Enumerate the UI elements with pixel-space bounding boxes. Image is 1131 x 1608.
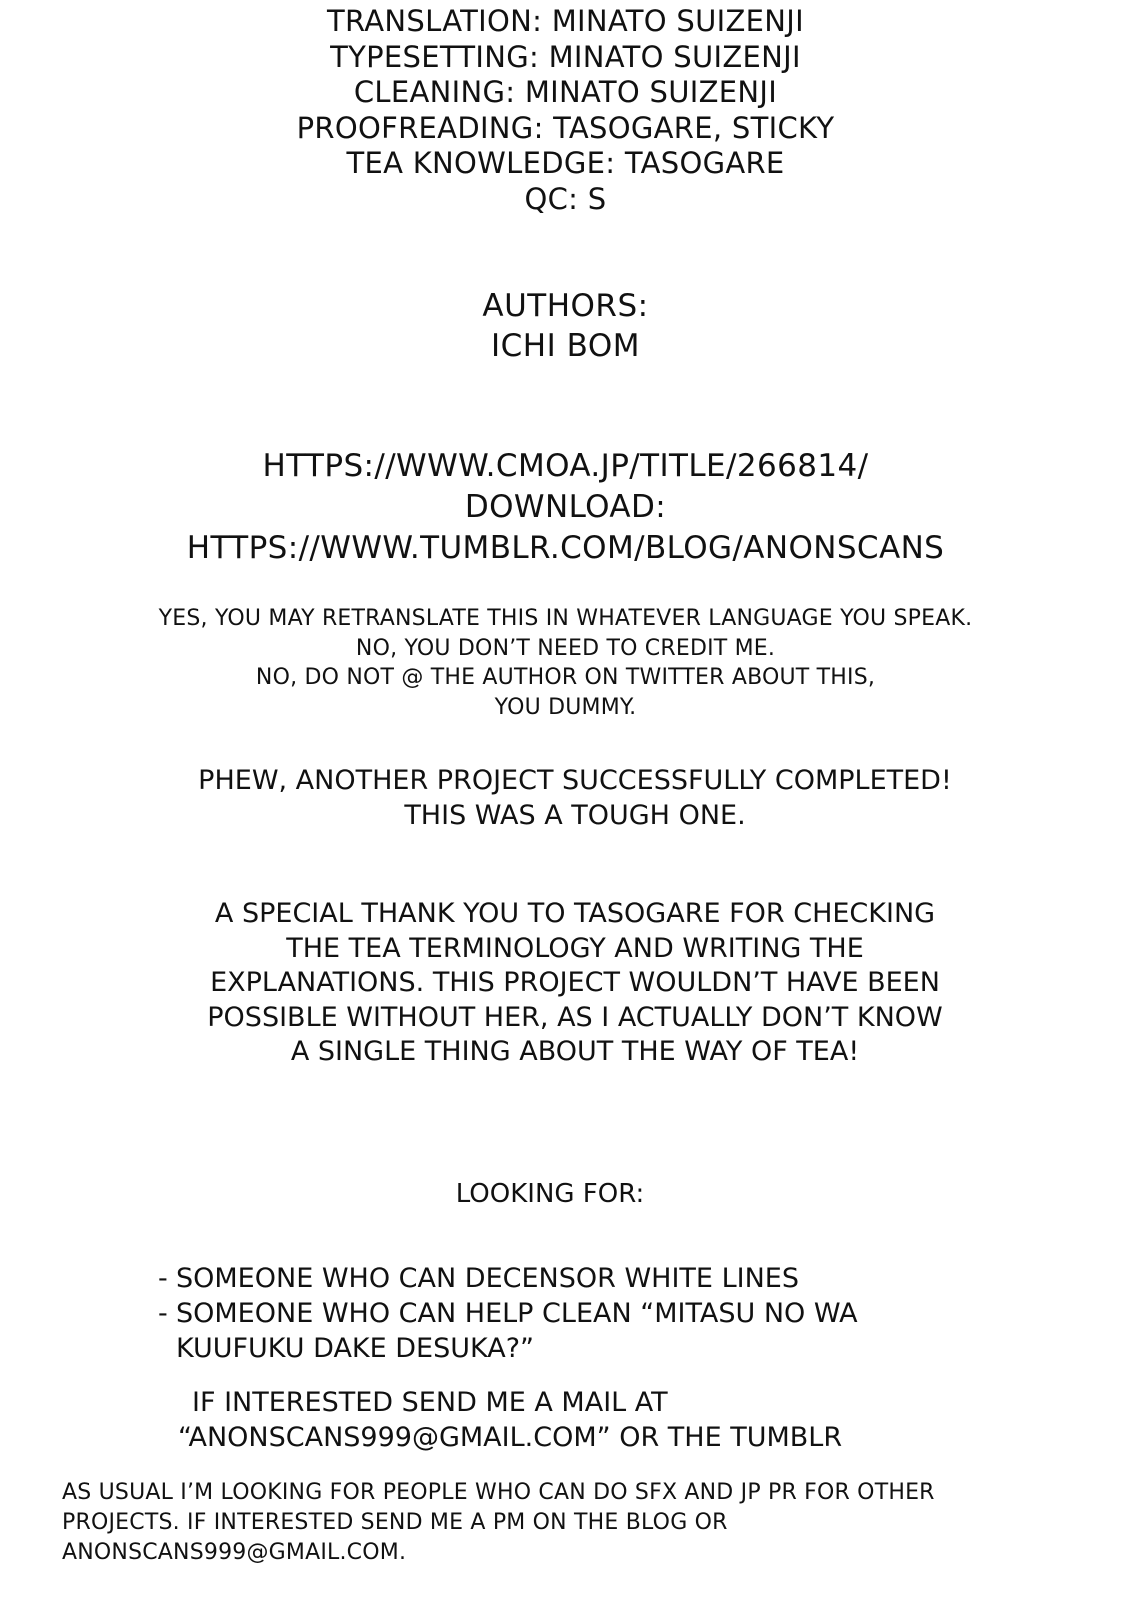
note-line: NO, DO NOT @ THE AUTHOR ON TWITTER ABOUT THIS, [255,665,876,690]
contact-line: IF INTERESTED SEND ME A MAIL AT [192,1387,668,1418]
contact-info [178,1385,1078,1455]
bullet-dash: - [158,1263,168,1294]
note-line: YES, YOU MAY RETRANSLATE THIS IN WHATEVER LANGUAGE YOU SPEAK. [158,606,973,631]
list-item [158,1261,1058,1296]
download-url: HTTPS://WWW.TUMBLR.COM/BLOG/ANONSCANS [186,530,945,566]
credit-qc: QC: S [524,181,607,216]
credit-cleaning: CLEANING: MINATO SUIZENJI [353,75,778,109]
credit-translation: TRANSLATION: MINATO SUIZENJI [326,4,804,38]
list-item-text: SOMEONE WHO CAN DECENSOR WHITE LINES [176,1263,799,1294]
thanks-message [0,897,1131,1070]
completion-message [0,763,1131,833]
list-item-text-continued: KUUFUKU DAKE DESUKA?” [176,1333,535,1364]
thanks-line: A SINGLE THING ABOUT THE WAY OF TEA! [290,1036,860,1067]
source-url: HTTPS://WWW.CMOA.JP/TITLE/266814/ [262,448,869,484]
looking-for-heading [0,1177,1100,1211]
credits-block [0,4,1131,217]
download-label: DOWNLOAD: [464,489,667,525]
thanks-line: POSSIBLE WITHOUT HER, AS I ACTUALLY DON’T KNOW [207,1001,943,1033]
note-line: YOU DUMMY. [494,694,637,720]
links-block [0,446,1131,569]
thanks-line: A SPECIAL THANK YOU TO TASOGARE FOR CHECKING [214,898,936,929]
footer-note [62,1478,1122,1568]
list-item [158,1296,1058,1366]
credit-typesetting: TYPESETTING: MINATO SUIZENJI [330,39,801,74]
author-name: ICHI BOM [491,328,640,364]
authors-heading: AUTHORS: [482,288,649,324]
retranslation-notes [0,604,1131,722]
authors-block [0,286,1131,366]
credit-tea-knowledge: TEA KNOWLEDGE: TASOGARE [346,146,785,180]
footer-line: PROJECTS. IF INTERESTED SEND ME A PM ON THE BLOG OR [62,1510,728,1535]
thanks-line: EXPLANATIONS. THIS PROJECT WOULDN’T HAVE BEEN [210,967,940,998]
looking-for-heading-text: LOOKING FOR: [455,1179,645,1209]
phew-line: PHEW, ANOTHER PROJECT SUCCESSFULLY COMPLETED! [198,765,952,796]
bullet-dash: - [158,1298,168,1329]
footer-line: AS USUAL I’M LOOKING FOR PEOPLE WHO CAN DO SFX AND JP PR FOR OTHER [62,1480,935,1505]
list-item-text: SOMEONE WHO CAN HELP CLEAN “MITASU NO WA [176,1298,858,1329]
thanks-line: THE TEA TERMINOLOGY AND WRITING THE [286,932,864,964]
phew-line: THIS WAS A TOUGH ONE. [404,800,746,831]
footer-line: ANONSCANS999@GMAIL.COM. [62,1540,407,1565]
looking-for-list [158,1261,1058,1366]
note-line: NO, YOU DON’T NEED TO CREDIT ME. [355,635,776,661]
contact-email-line: “ANONSCANS999@GMAIL.COM” OR THE TUMBLR [178,1422,843,1453]
credit-proofreading: PROOFREADING: TASOGARE, STICKY [296,110,835,145]
